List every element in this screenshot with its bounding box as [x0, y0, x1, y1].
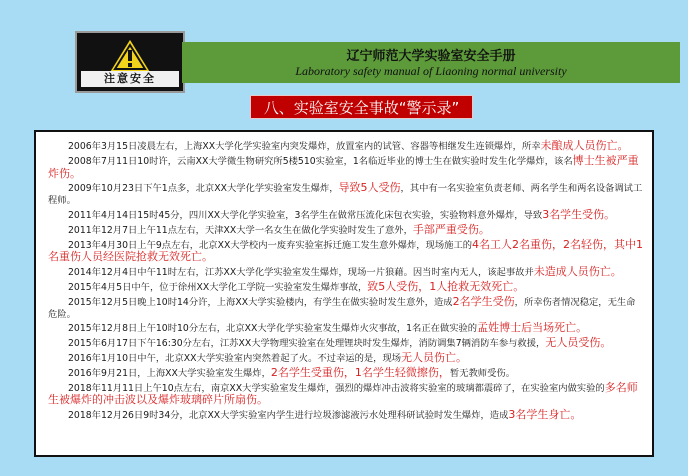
item-highlight: 2名学生受重伤，1名学生轻微擦伤， [270, 365, 450, 379]
item-text: 2018年12月26日9时34分，北京XX大学实验室内学生进行垃圾渗滤液污水处理科研试验时发生爆炸，造成 [68, 410, 509, 422]
item-text: 2014年12月4日中午11时左右，江苏XX大学化学实验室发生爆炸，现场一片狼藉。因当时室内无人，该起事故并 [68, 267, 534, 279]
list-item [48, 296, 644, 321]
item-text: 2015年4月5日中午，位于徐州XX大学化工学院一实验室发生爆炸事故， [68, 281, 368, 293]
item-text: 2015年12月5日晚上10时14分许，上海XX大学实验楼内，有学生在做实验时发生意外，造成 [68, 296, 453, 308]
item-highlight: 3名学生身亡。 [508, 408, 582, 422]
caution-sign [75, 31, 185, 93]
list-item [48, 155, 644, 181]
item-text: 2008年7月11日10时许，云南XX大学微生物研究所5楼510实验室，1名临近毕业的博士生在做实验时发生化学爆炸，该名 [68, 155, 573, 167]
item-text: 2009年10月23日下午1点多，北京XX大学化学实验室发生爆炸， [68, 183, 339, 195]
item-highlight: 2名学生受伤 [452, 294, 515, 308]
item-highlight: 4名工人2名重伤，2名轻伤，其中1名重伤人员经医院抢救无效死亡。 [48, 237, 644, 264]
list-item [48, 337, 644, 350]
warning-triangle-icon [107, 36, 153, 74]
item-text: 2015年6月17日下午16:30分左右，江苏XX大学物理实验室在处理锂块时发生爆炸，消防调集7辆消防车参与救援， [68, 338, 546, 350]
item-highlight: 未造成人员伤亡。 [533, 265, 622, 279]
list-item [48, 209, 644, 222]
item-highlight: 未酿成人员伤亡。 [540, 139, 629, 152]
manual-title-en: Laboratory safety manual of Liaoning normal university [295, 64, 567, 78]
list-item [48, 266, 644, 279]
item-highlight: 博士生被严重炸伤。 [48, 153, 639, 180]
item-highlight: 3名学生受伤。 [542, 207, 616, 221]
manual-title-cn: 辽宁师范大学实验室安全手册 [346, 49, 516, 64]
item-highlight: 手部严重受伤。 [412, 222, 490, 236]
list-item [48, 367, 644, 380]
incident-list [34, 130, 654, 457]
item-tail: ，所幸伤者情况稳定，无生命危险。 [48, 296, 636, 320]
list-item [48, 224, 644, 237]
item-highlight: 孟姓博士后当场死亡。 [477, 321, 588, 335]
item-text: 2015年12月8日上午10时10分左右，北京XX大学化学实验室发生爆炸火灾事故，1名正在做实验的 [68, 323, 478, 335]
item-text: 2018年11月11日上午10点左右，南京XX大学实验室发生爆炸，强烈的爆炸冲击波将实验室的玻璃都震碎了，在实验室内做实验的 [68, 382, 605, 394]
list-item [48, 322, 644, 335]
caution-sign-text: 注意安全 [81, 71, 179, 87]
item-highlight: 导致5人受伤 [338, 181, 401, 195]
list-item [48, 140, 644, 153]
item-text: 2016年9月21日，上海XX大学实验室发生爆炸， [68, 367, 271, 379]
item-tail: ，其中有一名实验室负责老师、两名学生和两名设备调试工程师。 [48, 183, 643, 207]
item-text: 2006年3月15日凌晨左右，上海XX大学化学实验室内突发爆炸，放置室内的试管、容器等相继发生连锁爆炸，所幸 [68, 141, 541, 152]
item-text: 2013年4月30日上午9点左右，北京XX大学校内一废弃实验室拆迁施工发生意外爆炸，现场施工的 [68, 239, 473, 251]
item-highlight: 无人员伤亡。 [401, 350, 468, 364]
item-tail: 暂无教师受伤。 [449, 367, 515, 379]
list-item [48, 382, 644, 408]
section-title: 八、实验室安全事故“警示录” [250, 95, 473, 119]
list-item [48, 239, 644, 265]
item-highlight: 无人员受伤。 [545, 336, 612, 350]
item-text: 2011年12月7日上午11点左右，天津XX大学一名女生在做化学实验时发生了意外， [68, 224, 413, 236]
list-item [48, 409, 644, 422]
list-item [48, 352, 644, 365]
item-highlight: 致5人受伤，1人抢救无效死亡。 [367, 279, 525, 293]
list-item [48, 281, 644, 294]
item-text: 2011年4月14日15时45分，四川XX大学化学实验室，3名学生在做常压流化床包衣实验，实验物料意外爆炸，导致 [68, 209, 543, 221]
list-item [48, 182, 644, 207]
manual-title-banner [182, 42, 680, 83]
item-text: 2016年1月10日中午，北京XX大学实验室内突然着起了火。不过幸运的是，现场 [68, 352, 402, 364]
item-highlight: 多名师生被爆炸的冲击波以及爆炸玻璃碎片所扇伤。 [48, 380, 638, 407]
